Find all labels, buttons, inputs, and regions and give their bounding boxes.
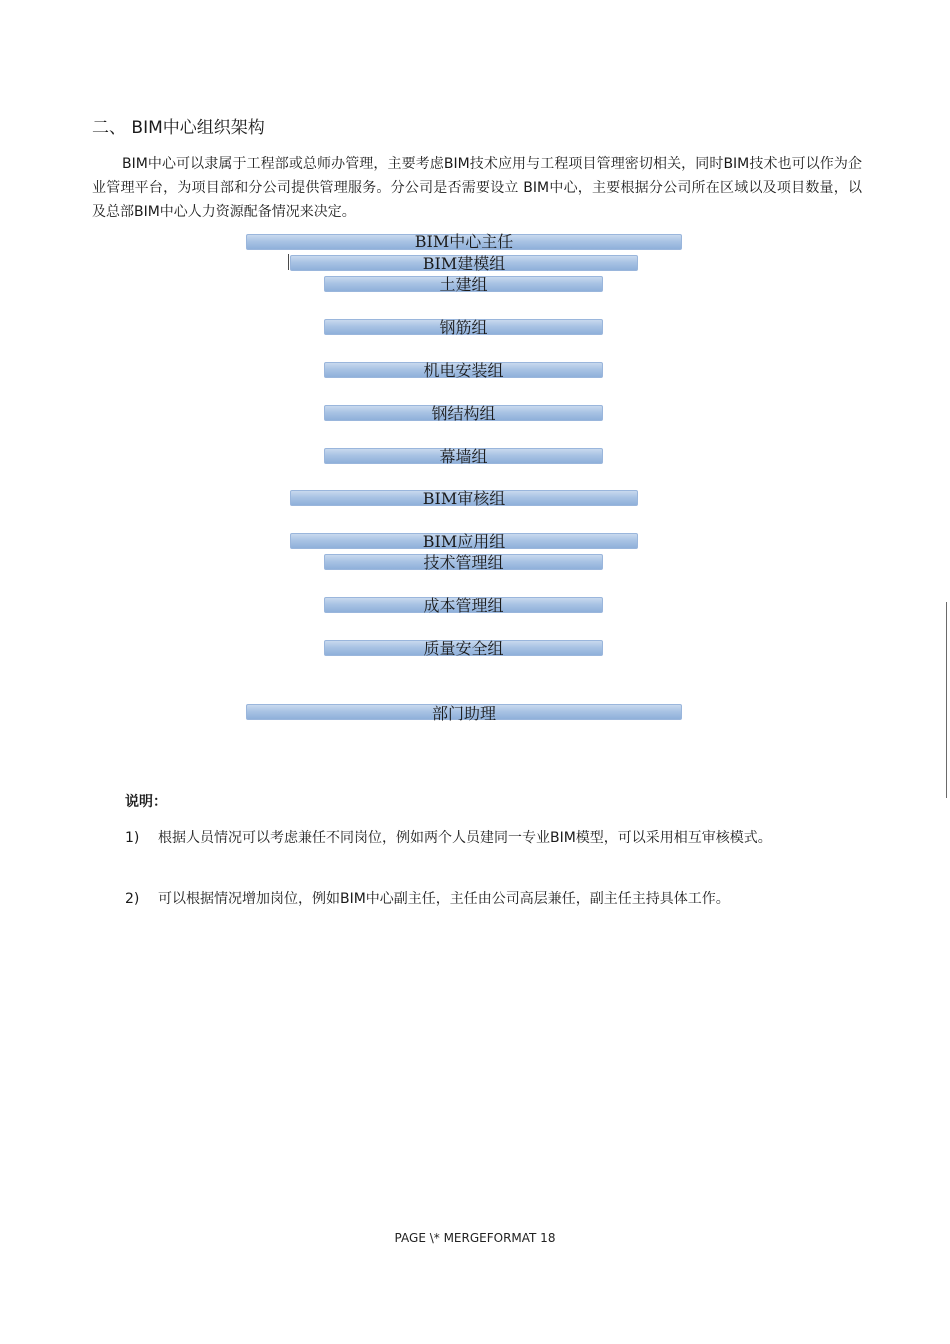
org-label-cost-mgmt-group: 成本管理组 (423, 596, 504, 615)
margin-line (946, 602, 947, 798)
org-box-quality-safety-group (324, 640, 603, 656)
intro-paragraph (92, 152, 862, 224)
org-box-steel-group (324, 405, 603, 421)
note-number: 1) (125, 830, 140, 846)
org-box-modeling-group (290, 255, 638, 271)
org-box-mep-group (324, 362, 603, 378)
org-label-application-group: BIM应用组 (422, 532, 506, 551)
note-item (125, 887, 865, 911)
org-label-modeling-group: BIM建模组 (422, 254, 506, 273)
org-label-steel-group: 钢结构组 (431, 404, 496, 423)
org-box-review-group (290, 490, 638, 506)
section-heading: 二、 BIM中心组织架构 (92, 118, 265, 138)
org-box-rebar-group (324, 319, 603, 335)
org-label-rebar-group: 钢筋组 (439, 318, 488, 337)
org-box-tech-mgmt-group (324, 554, 603, 570)
org-label-civil-group: 土建组 (439, 275, 488, 294)
intro-paragraph-text: BIM中心可以隶属于工程部或总师办管理，主要考虑BIM技术应用与工程项目管理密切相关，同时BIM技术也可以作为企业管理平台，为项目部和分公司提供管理服务。分公司是否需要设立 BIM中心，主要根据分公司所在区域以及项目数量，以及总部BIM中心人力资源配备情况来决定。 (92, 156, 862, 220)
org-label-curtain-wall-group: 幕墙组 (439, 447, 488, 466)
org-box-dept-assistant (246, 704, 682, 723)
note-text: 根据人员情况可以考虑兼任不同岗位，例如两个人员建同一专业BIM模型，可以采用相互审核模式。 (158, 830, 772, 846)
note-number: 2) (125, 891, 140, 907)
org-label-mep-group: 机电安装组 (423, 361, 504, 380)
org-box-director (246, 234, 682, 250)
org-label-quality-safety-group: 质量安全组 (423, 639, 504, 658)
org-box-application-group (290, 533, 638, 549)
notes-title: 说明： (125, 794, 167, 810)
note-item (125, 826, 865, 850)
page-footer: PAGE \* MERGEFORMAT 18 (394, 1231, 556, 1245)
org-box-curtain-wall-group (324, 448, 603, 464)
note-text: 可以根据情况增加岗位，例如BIM中心副主任，主任由公司高层兼任，副主任主持具体工作。 (158, 891, 730, 907)
org-label-dept-assistant: 部门助理 (431, 704, 496, 723)
org-label-tech-mgmt-group: 技术管理组 (423, 553, 504, 572)
connector-tick (288, 254, 289, 270)
org-box-cost-mgmt-group (324, 597, 603, 613)
org-label-director: BIM中心主任 (414, 232, 514, 251)
org-label-review-group: BIM审核组 (422, 489, 506, 508)
org-box-civil-group (324, 276, 603, 292)
